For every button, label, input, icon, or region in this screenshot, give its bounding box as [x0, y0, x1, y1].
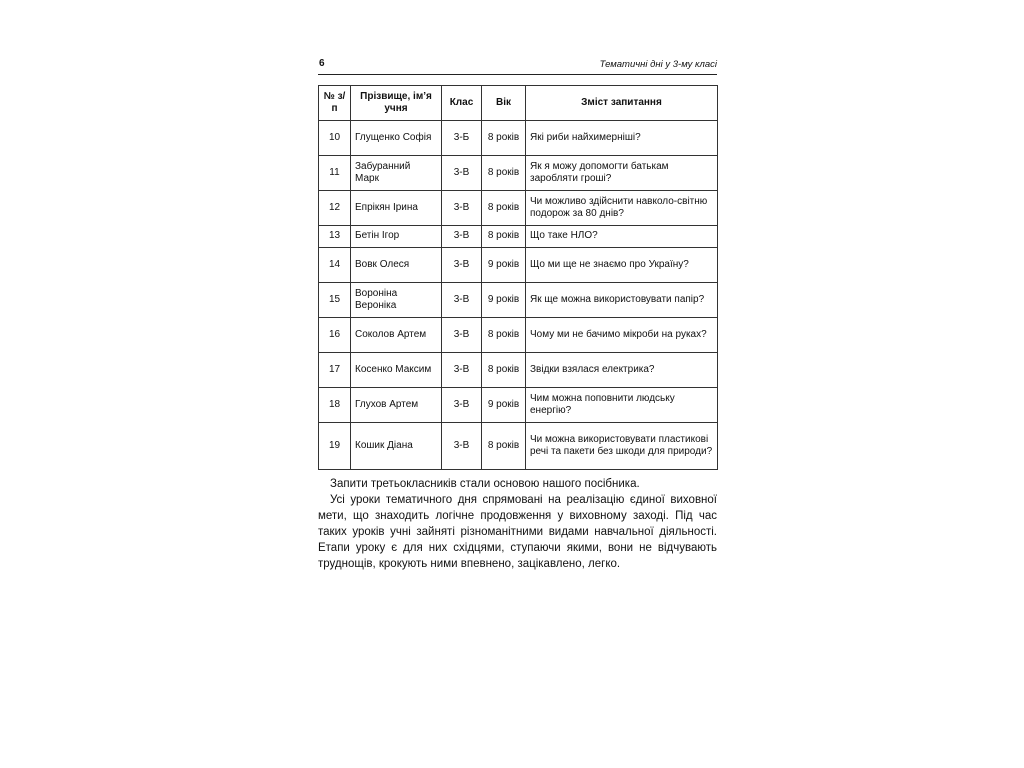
table-row: [319, 191, 718, 226]
student-question: Чи можливо здійснити навколо-світню подорож за 80 днів?: [526, 191, 718, 226]
student-name: Кошик Діана: [351, 423, 442, 470]
student-name: Бетін Ігор: [351, 226, 442, 248]
column-header-number: № з/п: [319, 86, 351, 121]
student-age: 8 років: [482, 191, 526, 226]
student-name: Соколов Артем: [351, 318, 442, 353]
book-page: [318, 56, 717, 596]
student-age: 8 років: [482, 156, 526, 191]
student-question: Чи можна використовувати пластикові речі та пакети без шкоди для природи?: [526, 423, 718, 470]
student-question: Які риби найхимерніші?: [526, 121, 718, 156]
student-question: Як ще можна використовувати папір?: [526, 283, 718, 318]
student-name: Епрікян Ірина: [351, 191, 442, 226]
row-number: 13: [319, 226, 351, 248]
table-row: [319, 283, 718, 318]
student-age: 8 років: [482, 353, 526, 388]
column-header-name: Прізвище, ім’я учня: [351, 86, 442, 121]
student-name: Вороніна Вероніка: [351, 283, 442, 318]
student-age: 8 років: [482, 318, 526, 353]
student-age: 9 років: [482, 248, 526, 283]
column-header-question: Зміст запитання: [526, 86, 718, 121]
student-class: 3-В: [442, 156, 482, 191]
row-number: 10: [319, 121, 351, 156]
row-number: 12: [319, 191, 351, 226]
student-question: Чому ми не бачимо мікроби на руках?: [526, 318, 718, 353]
row-number: 17: [319, 353, 351, 388]
table-row: [319, 156, 718, 191]
paragraph: Усі уроки тематичного дня спрямовані на реалізацію єдиної виховної мети, що знаходить логічне продовження у виховному заході. Під час таких уроків учні зайняті різноманітними видами навчальної діяльності. Етапи уроку є для них східцями, ступаючи якими, вони не відчувають труднощів, крокують ними впевнено, зацікавлено, легко.: [318, 494, 717, 570]
student-class: 3-Б: [442, 121, 482, 156]
student-questions-table: [318, 85, 718, 470]
row-number: 15: [319, 283, 351, 318]
page-header: [318, 56, 717, 75]
column-header-class: Клас: [442, 86, 482, 121]
row-number: 19: [319, 423, 351, 470]
paragraph: Запити третьокласників стали основою нашого посібника.: [330, 478, 640, 490]
student-question: Що таке НЛО?: [526, 226, 718, 248]
table-row: [319, 318, 718, 353]
table-row: [319, 248, 718, 283]
student-age: 9 років: [482, 283, 526, 318]
row-number: 11: [319, 156, 351, 191]
student-age: 8 років: [482, 226, 526, 248]
row-number: 14: [319, 248, 351, 283]
row-number: 18: [319, 388, 351, 423]
student-class: 3-В: [442, 318, 482, 353]
student-name: Глущенко Софія: [351, 121, 442, 156]
student-name: Глухов Артем: [351, 388, 442, 423]
row-number: 16: [319, 318, 351, 353]
table-row: [319, 423, 718, 470]
running-title: Тематичні дні у 3-му класі: [599, 59, 717, 70]
student-question: Як я можу допомогти батькам заробляти гроші?: [526, 156, 718, 191]
page-number: 6: [319, 58, 325, 69]
table-row: [319, 353, 718, 388]
table-header-row: [319, 86, 718, 121]
student-age: 9 років: [482, 388, 526, 423]
student-class: 3-В: [442, 388, 482, 423]
student-name: Косенко Максим: [351, 353, 442, 388]
student-age: 8 років: [482, 121, 526, 156]
student-question: Що ми ще не знаємо про Україну?: [526, 248, 718, 283]
student-name: Забуранний Марк: [351, 156, 442, 191]
student-question: Звідки взялася електрика?: [526, 353, 718, 388]
student-class: 3-В: [442, 283, 482, 318]
body-text: [318, 476, 717, 572]
student-class: 3-В: [442, 226, 482, 248]
student-name: Вовк Олеся: [351, 248, 442, 283]
column-header-age: Вік: [482, 86, 526, 121]
student-age: 8 років: [482, 423, 526, 470]
student-class: 3-В: [442, 423, 482, 470]
table-row: [319, 226, 718, 248]
student-class: 3-В: [442, 191, 482, 226]
student-class: 3-В: [442, 248, 482, 283]
table-row: [319, 121, 718, 156]
student-class: 3-В: [442, 353, 482, 388]
table-row: [319, 388, 718, 423]
student-question: Чим можна поповнити людську енергію?: [526, 388, 718, 423]
